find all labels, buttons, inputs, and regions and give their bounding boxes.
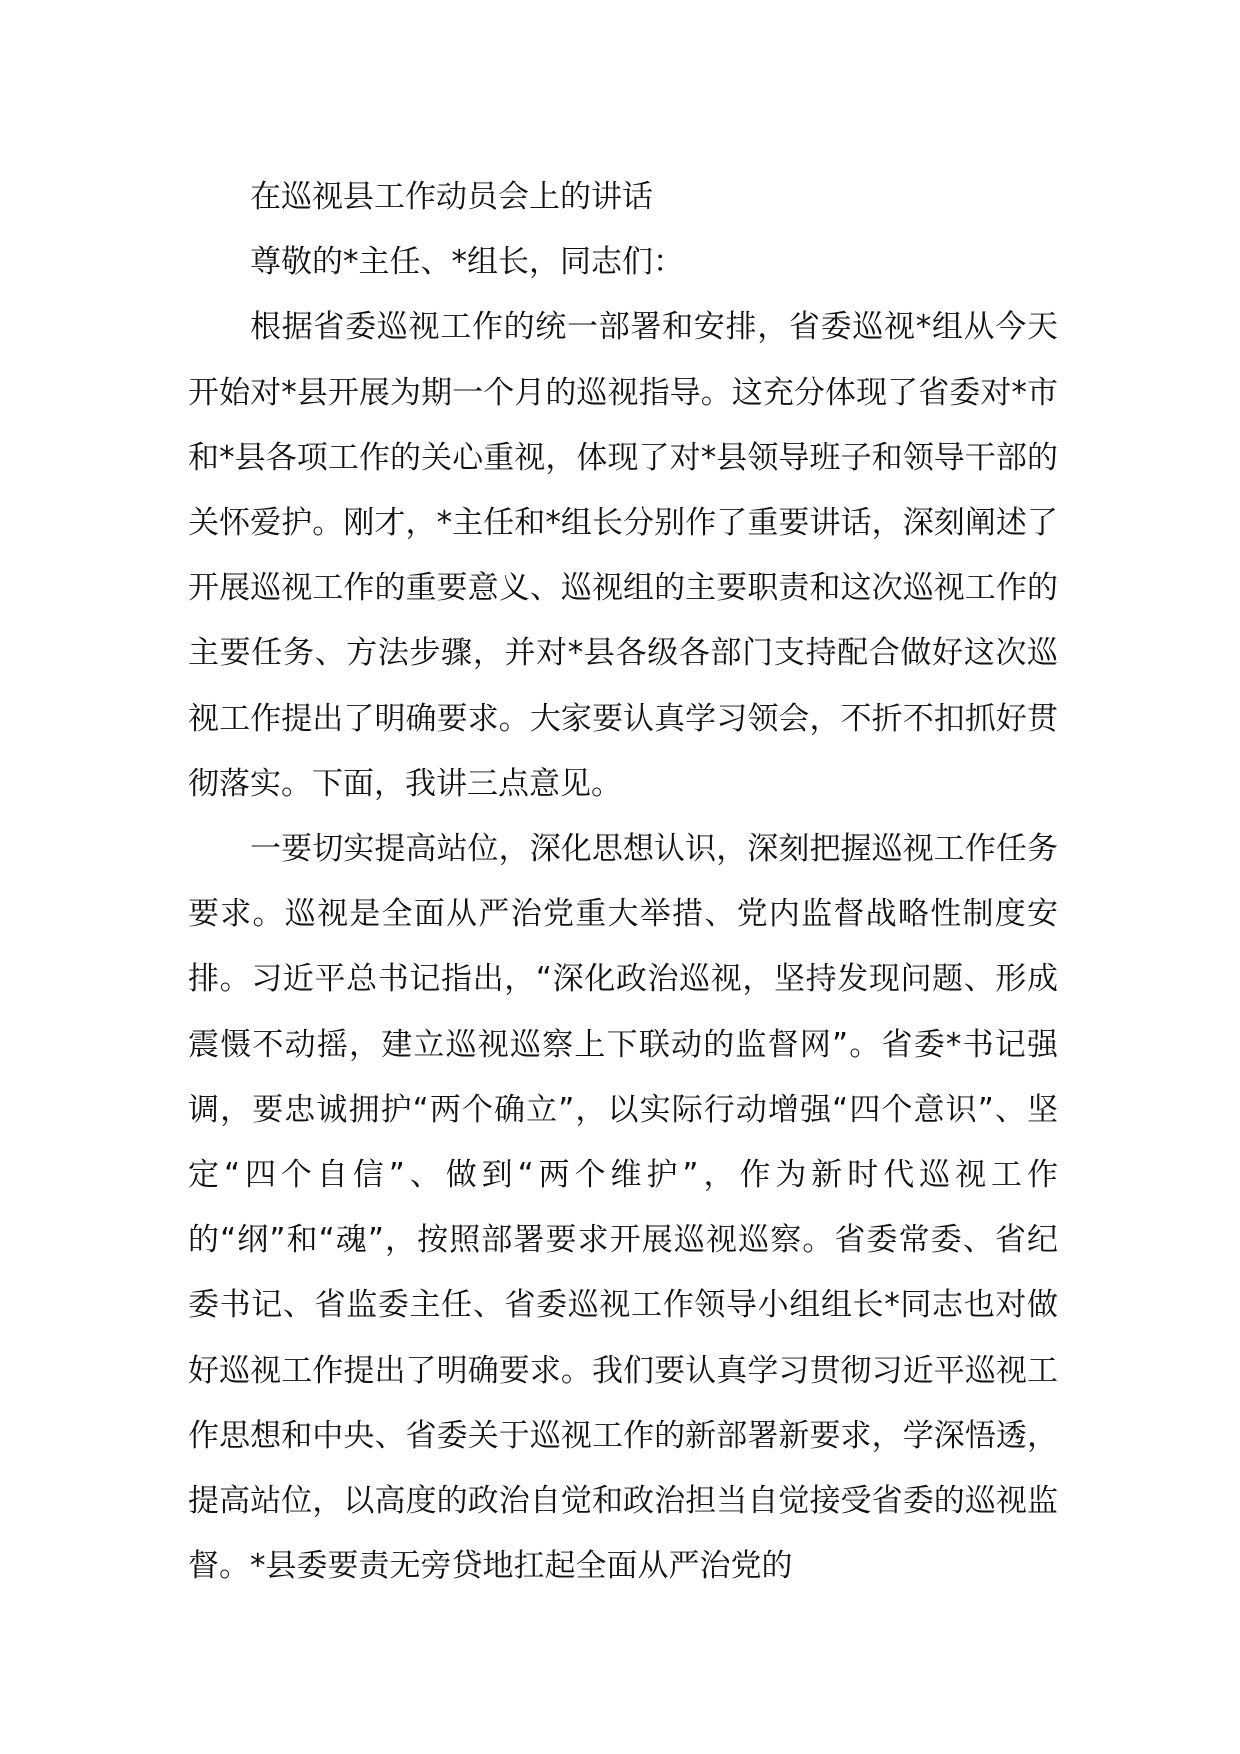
document-title: 在巡视县工作动员会上的讲话 [250,179,653,215]
paragraph-1: 根据省委巡视工作的统一部署和安排，省委巡视*组从今天开始对*县开展为期一个月的巡视指导。这充分体现了省委对*市和*县各项工作的关心重视，体现了对*县领导班子和领导干部的关怀爱护。刚才，*主任和*组长分别作了重要讲话，深刻阐述了开展巡视工作的重要意义、巡视组的主要职责和这次巡视工作的主要任务、方法步骤，并对*县各级各部门支持配合做好这次巡视工作提出了明确要求。大家要认真学习领会，不折不扣抓好贯彻落实。下面，我讲三点意见。 [188,309,1058,802]
paragraph-2: 一要切实提高站位，深化思想认识，深刻把握巡视工作任务要求。巡视是全面从严治党重大举措、党内监督战略性制度安排。习近平总书记指出，“深化政治巡视，坚持发现问题、形成震慑不动摇，建立巡视巡察上下联动的监督网”。省委*书记强调，要忠诚拥护“两个确立”，以实际行动增强“四个意识”、坚定“四个自信”、做到“两个维护”，作为新时代巡视工作的“纲”和“魂”，按照部署要求开展巡视巡察。省委常委、省纪委书记、省监委主任、省委巡视工作领导小组组长*同志也对做好巡视工作提出了明确要求。我们要认真学习贯彻习近平巡视工作思想和中央、省委关于巡视工作的新部署新要求，学深悟透，提高站位，以高度的政治自觉和政治担当自觉接受省委的巡视监督。*县委要责无旁贷地扛起全面从严治党的 [188,831,1058,1585]
document-body [188,165,1058,1599]
document-salutation: 尊敬的*主任、*组长，同志们： [250,244,684,281]
